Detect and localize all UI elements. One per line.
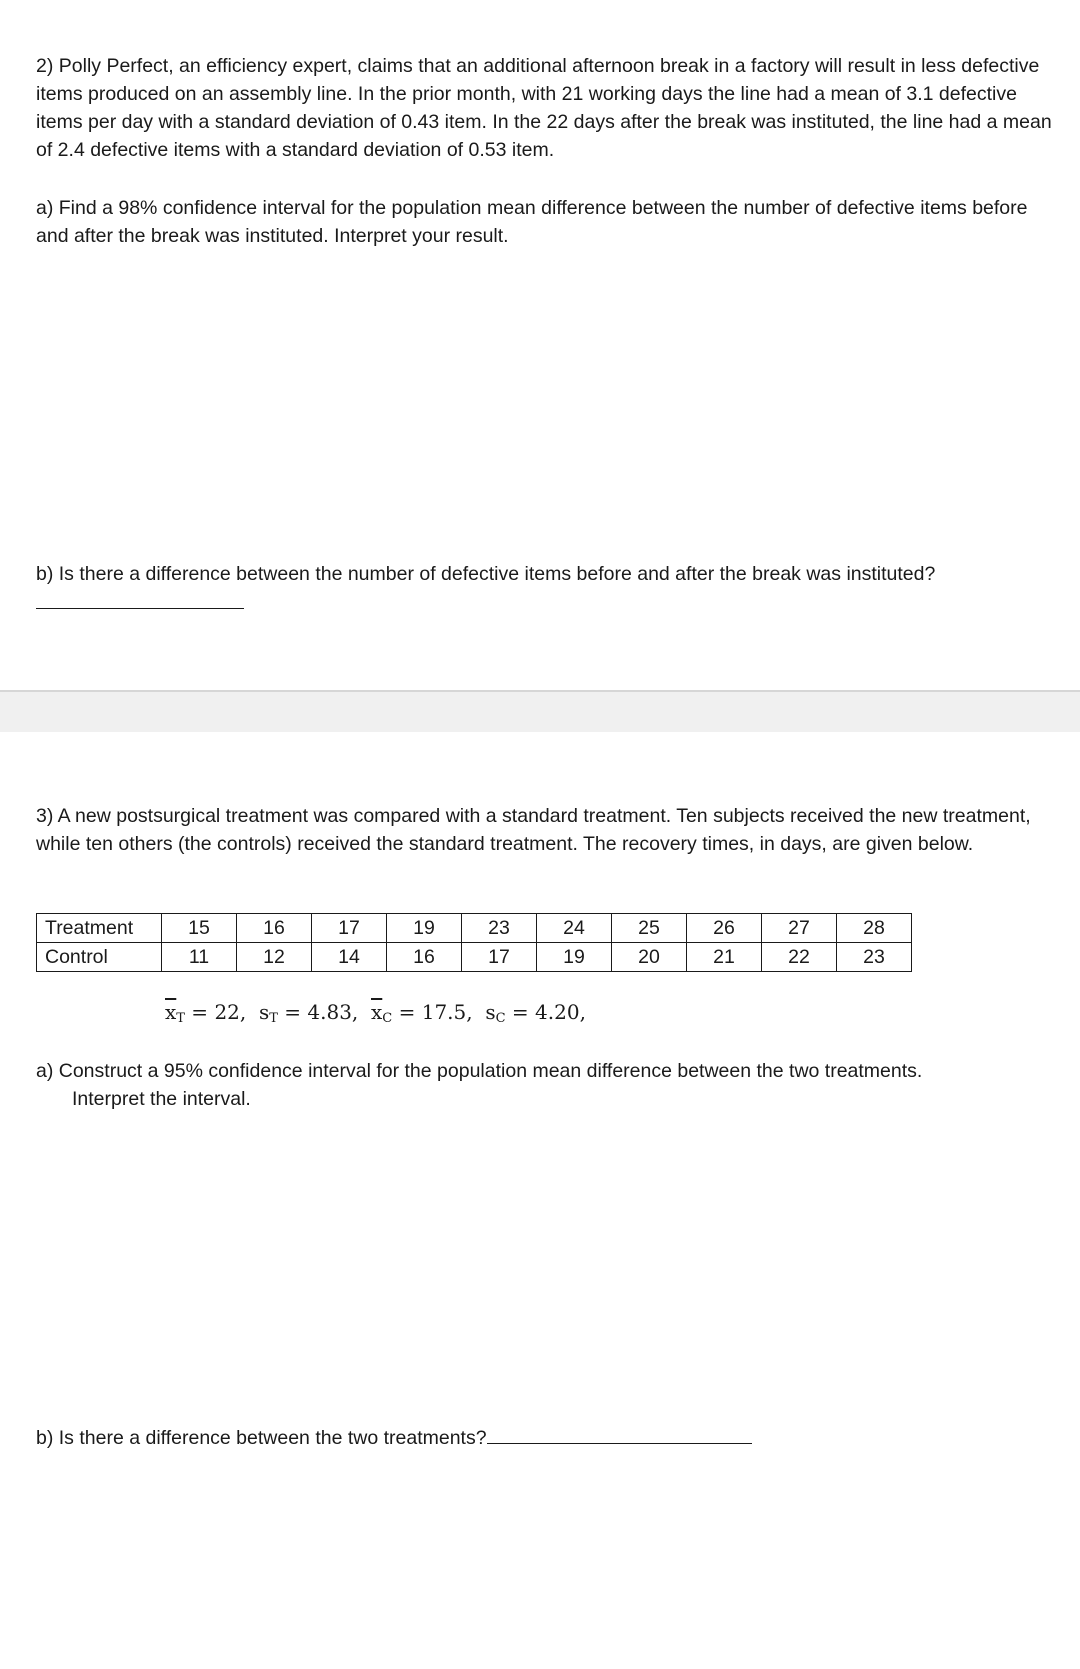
s-treatment-value: 4.83 [307, 1000, 352, 1024]
table-cell: 14 [312, 943, 387, 972]
treatment-subscript: T [176, 1011, 185, 1026]
treatment-subscript: T [269, 1011, 278, 1026]
page-divider [0, 690, 1080, 732]
table-cell: 24 [537, 914, 612, 943]
table-cell: 16 [237, 914, 312, 943]
q3-answer-blank[interactable] [487, 1423, 752, 1444]
s-control-value: 4.20 [535, 1000, 580, 1024]
summary-statistics: $\overline{x}_T = 22$, $s_T = 4.83$, $\overline{x}_C = 17.5$, $s_C = 4.20$, [165, 1000, 586, 1026]
row-label: Treatment [37, 914, 162, 943]
table-cell: 20 [612, 943, 687, 972]
table-cell: 12 [237, 943, 312, 972]
q2-part-b [36, 560, 976, 617]
q2-part-a: a) Find a 98% confidence interval for the population mean difference between the number of defective items before and after the break was instituted. Interpret your result. [36, 197, 1028, 247]
table-cell: 23 [462, 914, 537, 943]
table-cell: 15 [162, 914, 237, 943]
table-cell: 11 [162, 943, 237, 972]
table-cell: 23 [837, 943, 912, 972]
q3-part-b-text: b) Is there a difference between the two treatments? [36, 1427, 487, 1449]
table-row-treatment [37, 914, 912, 943]
xbar-control-value: 17.5 [421, 1000, 467, 1024]
q2-part-b-text: b) Is there a difference between the number of defective items before and after the break was instituted? [36, 563, 936, 585]
q2-answer-blank[interactable] [36, 588, 244, 609]
xbar-treatment-value: 22 [214, 1000, 240, 1024]
xbar-symbol: $\overline{x}$ [371, 1000, 383, 1024]
table-row-control [37, 943, 912, 972]
xbar-symbol: $\overline{x}$ [165, 1000, 177, 1024]
s-symbol: s [485, 1000, 496, 1024]
control-subscript: C [382, 1011, 393, 1026]
q3-part-a-line1: a) Construct a 95% confidence interval for the population mean difference between the two treatments. [36, 1060, 923, 1082]
control-subscript: C [495, 1011, 506, 1026]
table-cell: 16 [387, 943, 462, 972]
table-cell: 17 [462, 943, 537, 972]
q2-prompt: 2) Polly Perfect, an efficiency expert, claims that an additional afternoon break in a factory will result in less defective items produced on an assembly line. In the prior month, with 21 working days the line had a mean of 3.1 defective items per day with a standard deviation of 0.43 item. In the 22 days after the break was instituted, the line had a mean of 2.4 defective items with a standard deviation of 0.53 item. [36, 55, 1052, 161]
q3-part-a-line2: Interpret the interval. [72, 1088, 251, 1110]
recovery-times-table [36, 913, 912, 972]
q3-prompt: 3) A new postsurgical treatment was compared with a standard treatment. Ten subjects received the new treatment, while ten others (the controls) received the standard treatment. The recovery times, in days, are given below. [36, 805, 1031, 855]
q3-part-b [36, 1423, 1056, 1452]
table-cell: 28 [837, 914, 912, 943]
table-cell: 26 [687, 914, 762, 943]
table-cell: 27 [762, 914, 837, 943]
table-cell: 17 [312, 914, 387, 943]
s-symbol: s [258, 1000, 270, 1024]
table-cell: 19 [387, 914, 462, 943]
row-label: Control [37, 943, 162, 972]
table-cell: 19 [537, 943, 612, 972]
table-cell: 22 [762, 943, 837, 972]
table-cell: 21 [687, 943, 762, 972]
q3-part-a [36, 1057, 1056, 1113]
table-cell: 25 [612, 914, 687, 943]
